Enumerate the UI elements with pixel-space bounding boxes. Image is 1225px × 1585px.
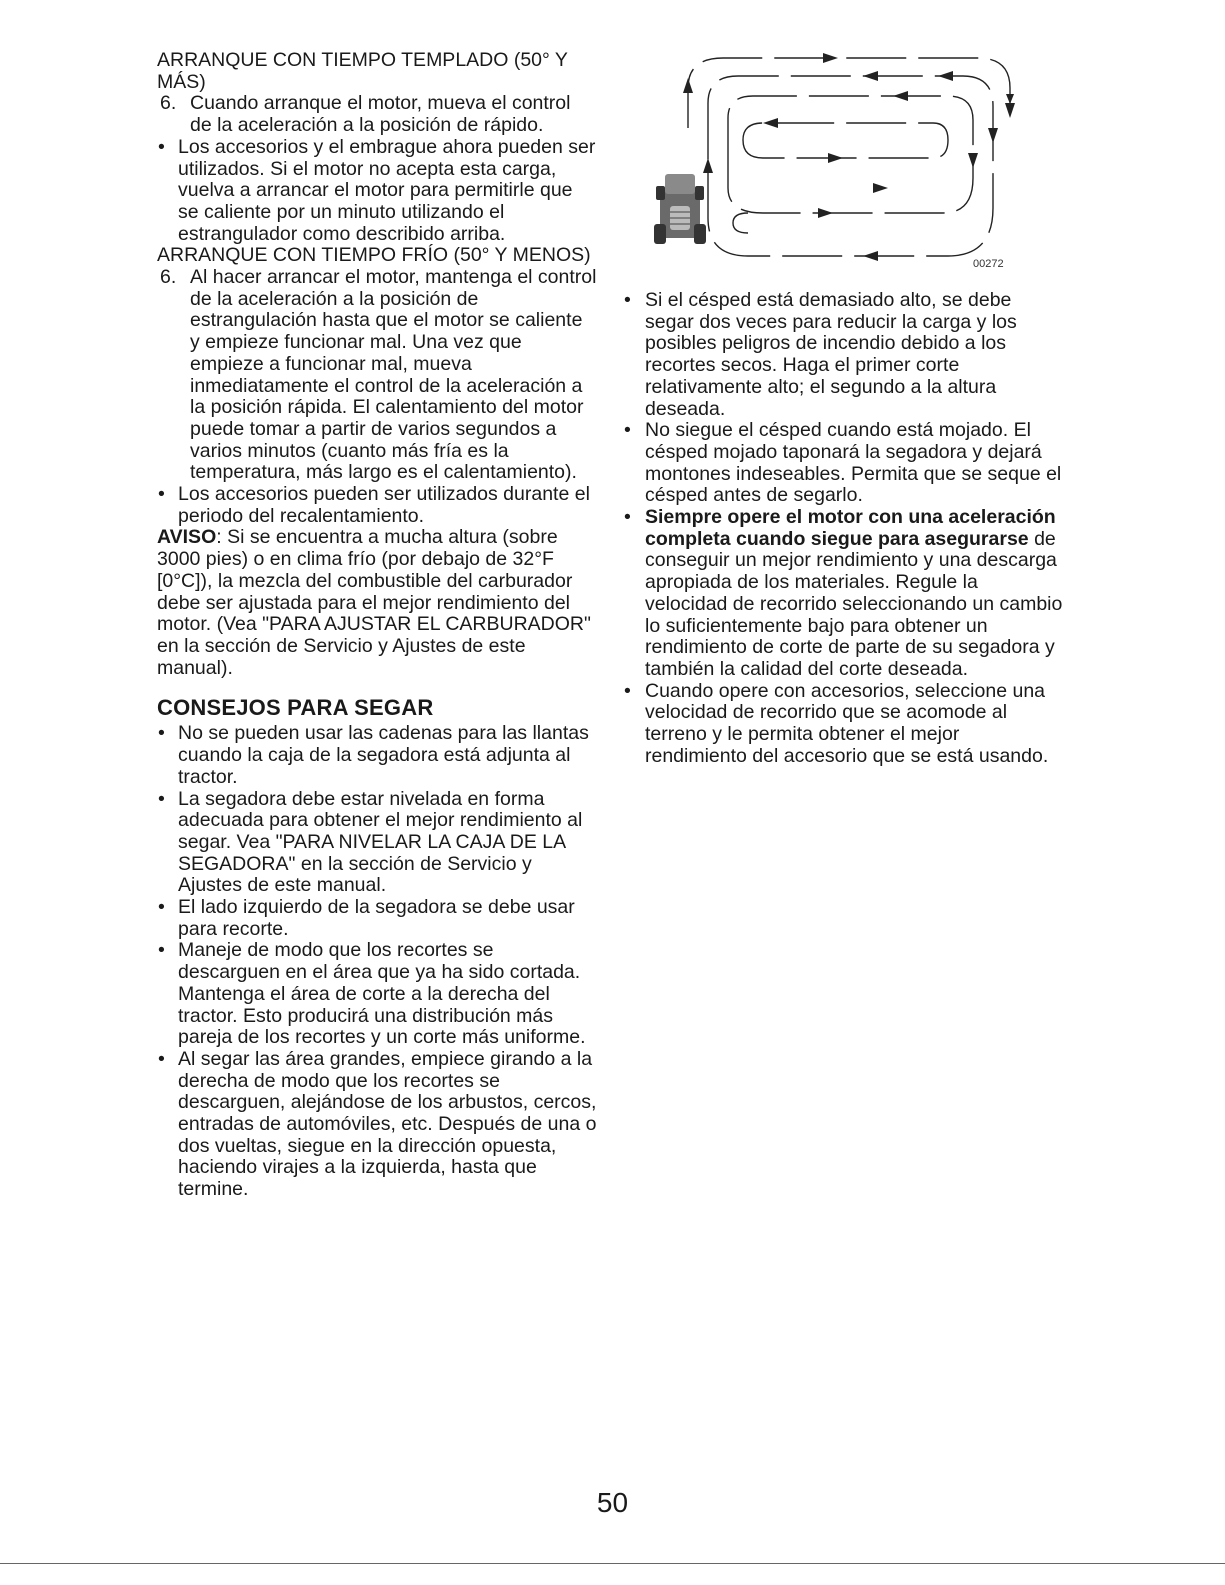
left-column: [157, 50, 597, 1201]
warm-start-bullet: [157, 137, 597, 246]
tip-item: [623, 290, 1063, 420]
tip-text: Cuando opere con accesorios, seleccione una velocidad de recorrido que se acomode al terreno y le permita obtener el mejor rendimiento del accesorio que se está usando.: [645, 679, 1049, 767]
bullet-icon: •: [624, 289, 631, 311]
aviso-notice: [157, 527, 597, 679]
tip-text: El lado izquierdo de la segadora se debe usar para recorte.: [178, 896, 575, 940]
arrow-icon: [988, 128, 998, 143]
bottom-rule: [0, 1563, 1225, 1564]
tip-item: [623, 507, 1063, 681]
tip-item: [623, 681, 1063, 768]
aviso-text: : Si se encuentra a mucha altura (sobre 3000 pies) o en clima frío (por debajo de 32°F [0°C]), la mezcla del combustible del carburador debe ser ajustada para el mejor rendimiento del motor. (Vea "PARA AJUSTAR EL CARBURADOR" en la sección de Servicio y Ajustes de este manual).: [157, 526, 591, 679]
bullet-icon: •: [158, 722, 165, 745]
arrow-icon: [818, 208, 833, 218]
arrow-icon: [683, 78, 693, 93]
tip-item: [623, 420, 1063, 507]
arrow-icon: [703, 158, 713, 173]
arrow-icon: [893, 91, 908, 101]
bullet-icon: •: [624, 679, 631, 702]
bullet-text: Los accesorios y el embrague ahora pueden ser utilizados. Si el motor no acepta esta carga, vuelva a arrancar el motor para permitirle que se caliente por un minuto utilizando el estrangulador como describido arriba.: [178, 135, 596, 245]
tip-item: [157, 789, 597, 898]
bullet-icon: •: [158, 483, 165, 506]
tip-item: [157, 723, 597, 788]
step-number: 6.: [160, 92, 177, 115]
step-text: Cuando arranque el motor, mueva el control de la aceleración a la posición de rápido.: [190, 92, 571, 137]
warm-start-step: [157, 93, 597, 136]
bullet-icon: •: [158, 135, 165, 158]
tip-text: Maneje de modo que los recortes se descarguen en el área que ya ha sido cortada. Mantenga el área de corte a la derecha del tractor. Esto producirá una distribución más pareja de los recortes y un corte más uniforme.: [178, 939, 586, 1049]
arrow-icon: [863, 251, 878, 261]
tip-text: de conseguir un mejor rendimiento y una descarga apropiada de los materiales. Regule la velocidad de recorrido seleccionando un cambio lo suficientemente bajo para obtener un rendimiento de corte de parte de su segadora y también la calidad del corte deseada.: [645, 527, 1063, 680]
cold-start-heading: ARRANQUE CON TIEMPO FRÍO (50° Y MENOS): [157, 244, 591, 267]
arrow-icon: [1005, 103, 1015, 118]
bullet-icon: •: [624, 506, 631, 529]
tip-text: Al segar las área grandes, empiece girando a la derecha de modo que los recortes se descarguen, alejándose de los arbustos, cercos, entradas de automóviles, etc. Después de una o dos vueltas, siegue en la dirección opuesta, haciendo virajes a la izquierda, hasta que termine.: [178, 1047, 597, 1201]
step-number: 6.: [160, 266, 177, 289]
arrow-icon: [873, 183, 888, 193]
outer-path: [688, 58, 1010, 128]
arrow-icon: [968, 153, 978, 168]
bullet-icon: •: [158, 787, 165, 810]
bullet-icon: •: [158, 896, 165, 919]
bullet-text: Los accesorios pueden ser utilizados durante el periodo del recalentamiento.: [178, 483, 590, 527]
arrow-icon: [763, 118, 778, 128]
mowing-pattern-diagram: [648, 48, 1018, 273]
arrow-icon: [828, 153, 843, 163]
page-number: 50: [596, 1487, 629, 1518]
tip-item: [157, 1049, 597, 1201]
tip-item: [157, 940, 597, 1049]
lower-path: [733, 213, 748, 233]
diagram-code: 00272: [973, 258, 1004, 270]
tip-text: Si el césped está demasiado alto, se debe segar dos veces para reducir la carga y los posibles peligros de incendio debido a los recortes secos. Haga el primer corte relativamente alto; el segundo a la altura deseada.: [645, 289, 1017, 420]
step-text: Al hacer arrancar el motor, mantenga el control de la aceleración a la posición de estrangulación hasta que el motor se caliente y empieze funcionar mal. Una vez que empieze a funcionar mal, mueva inmediatamente el control de la aceleración a la posición rápida. El calentamiento del motor puede tomar a partir de varios segundos a varios minutos (cuanto más fría es la temperatura, más largo es el calentamiento).: [190, 266, 597, 484]
bullet-icon: •: [158, 939, 165, 962]
right-column: [623, 290, 1063, 767]
tip-item: [157, 897, 597, 940]
arrow-icon: [938, 71, 953, 81]
third-path: [728, 96, 973, 213]
mowing-tips-title: CONSEJOS PARA SEGAR: [157, 695, 434, 721]
bullet-icon: •: [624, 419, 631, 442]
warm-start-heading: ARRANQUE CON TIEMPO TEMPLADO (50° Y MÁS): [157, 49, 568, 93]
arrow-icon: [863, 71, 878, 81]
bullet-icon: •: [158, 1047, 165, 1070]
cold-start-bullet: [157, 484, 597, 527]
cold-start-step: [157, 267, 597, 484]
aviso-label: AVISO: [157, 526, 217, 549]
tractor-icon: [654, 174, 706, 244]
tip-bold-text: Siempre opere el motor con una aceleración completa cuando siegue para asegurarse: [645, 506, 1056, 550]
tip-text: La segadora debe estar nivelada en forma adecuada para obtener el mejor rendimiento al segar. Vea "PARA NIVELAR LA CAJA DE LA SEGADORA" en la sección de Servicio y Ajustes de este manual.: [178, 787, 583, 897]
tip-text: No se pueden usar las cadenas para las llantas cuando la caja de la segadora está adjunta al tractor.: [178, 722, 589, 788]
tip-text: No siegue el césped cuando está mojado. El césped mojado taponará la segadora y dejará montones indeseables. Permita que se seque el césped antes de segarlo.: [645, 419, 1062, 507]
inner-path: [743, 123, 948, 158]
second-path: [708, 76, 993, 256]
arrow-icon: [823, 53, 838, 63]
